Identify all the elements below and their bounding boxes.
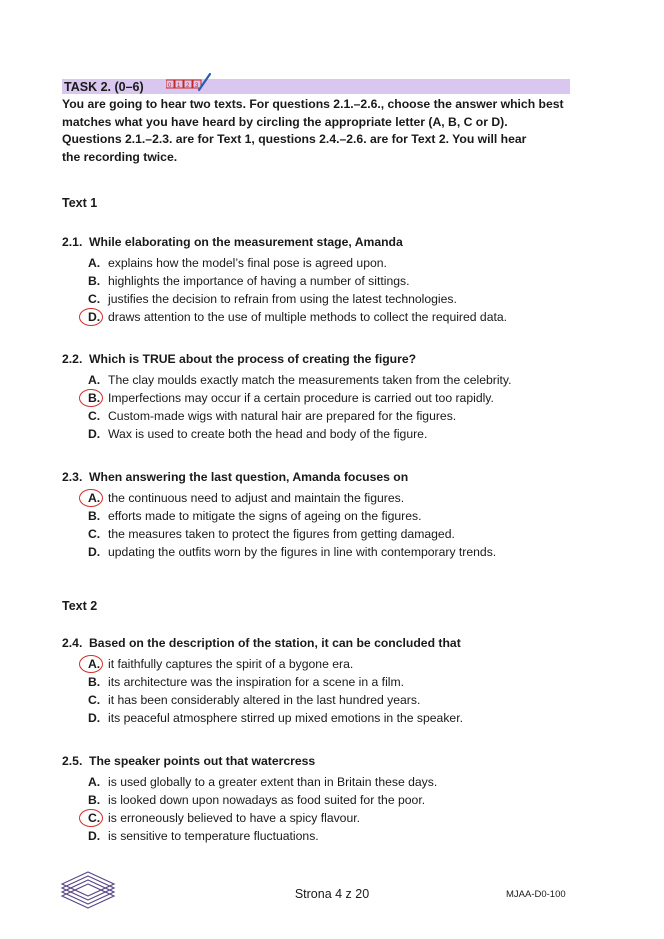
instruction-line: You are going to hear two texts. For questions 2.1.–2.6., choose the answer which best [62, 97, 564, 111]
question-text: Which is TRUE about the process of creating the figure? [89, 352, 417, 366]
svg-text:1: 1 [177, 83, 181, 89]
option-letter: C. [88, 811, 101, 825]
answer-circle-mark [79, 655, 103, 673]
question-text: Based on the description of the station, it can be concluded that [89, 636, 461, 650]
answer-option[interactable] [88, 775, 437, 789]
section-title-text-2: Text 2 [62, 599, 98, 613]
option-text: Imperfections may occur if a certain procedure is carried out too rapidly. [108, 391, 494, 405]
option-text: it has been considerably altered in the last hundred years. [108, 693, 421, 707]
answer-option[interactable] [88, 427, 427, 441]
option-text: is erroneously believed to have a spicy flavour. [108, 811, 361, 825]
option-text: Wax is used to create both the head and body of the figure. [108, 427, 428, 441]
question-text: While elaborating on the measurement stage, Amanda [89, 235, 403, 249]
option-text: is used globally to a greater extent than in Britain these days. [108, 775, 438, 789]
svg-text:2: 2 [186, 83, 190, 89]
answer-option[interactable] [88, 256, 387, 270]
svg-text:0: 0 [168, 83, 172, 89]
answer-option[interactable] [88, 711, 463, 725]
question-title [62, 754, 315, 768]
option-text: the measures taken to protect the figures from getting damaged. [108, 527, 455, 541]
answer-option[interactable] [88, 527, 455, 541]
task-title: TASK 2. (0–6) [64, 80, 144, 94]
answer-option[interactable] [88, 657, 353, 671]
question-text: The speaker points out that watercress [89, 754, 316, 768]
question-title [62, 636, 461, 650]
answer-option[interactable] [88, 693, 420, 707]
option-letter: A. [88, 491, 101, 505]
answer-option[interactable] [88, 391, 494, 405]
option-letter: D. [88, 545, 101, 559]
question-title [62, 235, 403, 249]
instruction-line: Questions 2.1.–2.3. are for Text 1, questions 2.4.–2.6. are for Text 2. You will hear [62, 132, 527, 147]
answer-option[interactable] [88, 675, 404, 689]
option-text: Custom-made wigs with natural hair are prepared for the figures. [108, 409, 457, 423]
option-letter: D. [88, 829, 101, 843]
answer-option[interactable] [88, 545, 496, 559]
option-text: updating the outfits worn by the figures in line with contemporary trends. [108, 545, 497, 559]
option-text: efforts made to mitigate the signs of ageing on the figures. [108, 509, 422, 523]
option-letter: B. [88, 675, 101, 689]
svg-text:3: 3 [195, 83, 199, 89]
answer-option[interactable] [88, 793, 425, 807]
option-letter: C. [88, 409, 101, 423]
option-letter: B. [88, 509, 101, 523]
question-text: When answering the last question, Amanda focuses on [89, 470, 409, 484]
scoring-pen-icon [166, 72, 212, 96]
option-text: The clay moulds exactly match the measurements taken from the celebrity. [108, 373, 512, 387]
answer-circle-mark [79, 389, 103, 407]
option-text: the continuous need to adjust and maintain the figures. [108, 491, 405, 505]
option-text: highlights the importance of having a number of sittings. [108, 274, 410, 288]
answer-option[interactable] [88, 274, 409, 288]
answer-option[interactable] [88, 829, 319, 843]
option-letter: C. [88, 693, 101, 707]
question-title [62, 470, 408, 484]
question-number: 2.1. [62, 235, 83, 249]
option-letter: D. [88, 711, 101, 725]
answer-circle-mark [79, 809, 103, 827]
question-title [62, 352, 416, 366]
exam-code: MJAA-D0-100 [506, 889, 566, 900]
option-text: is sensitive to temperature fluctuations. [108, 829, 319, 843]
answer-option[interactable] [88, 509, 421, 523]
question-number: 2.2. [62, 352, 83, 366]
option-letter: D. [88, 310, 101, 324]
answer-circle-mark [79, 308, 103, 326]
option-text: draws attention to the use of multiple methods to collect the required data. [108, 310, 508, 324]
option-letter: C. [88, 292, 101, 306]
answer-option[interactable] [88, 811, 360, 825]
question-number: 2.4. [62, 636, 83, 650]
option-text: is looked down upon nowadays as food suited for the poor. [108, 793, 426, 807]
option-letter: B. [88, 793, 101, 807]
option-text: explains how the model’s final pose is agreed upon. [108, 256, 387, 270]
option-letter: A. [88, 256, 101, 270]
section-title-text-1: Text 1 [62, 196, 98, 210]
option-letter: A. [88, 775, 101, 789]
option-letter: A. [88, 657, 101, 671]
answer-option[interactable] [88, 491, 404, 505]
page-number: Strona 4 z 20 [294, 887, 370, 901]
option-text: its architecture was the inspiration for a scene in a film. [108, 675, 405, 689]
option-text: it faithfully captures the spirit of a bygone era. [108, 657, 354, 671]
option-letter: D. [88, 427, 101, 441]
option-letter: A. [88, 373, 101, 387]
option-letter: C. [88, 527, 101, 541]
option-text: justifies the decision to refrain from using the latest technologies. [108, 292, 457, 306]
answer-option[interactable] [88, 373, 511, 387]
instruction-line: the recording twice. [62, 149, 178, 164]
answer-option[interactable] [88, 310, 507, 324]
task-instructions [62, 96, 582, 166]
option-letter: B. [88, 391, 101, 405]
option-letter: B. [88, 274, 101, 288]
answer-option[interactable] [88, 292, 457, 306]
answer-option[interactable] [88, 409, 456, 423]
answer-circle-mark [79, 489, 103, 507]
question-number: 2.5. [62, 754, 83, 768]
question-number: 2.3. [62, 470, 83, 484]
instruction-line: matches what you have heard by circling the appropriate letter (A, B, C or D). [62, 114, 508, 129]
option-text: its peaceful atmosphere stirred up mixed emotions in the speaker. [108, 711, 463, 725]
